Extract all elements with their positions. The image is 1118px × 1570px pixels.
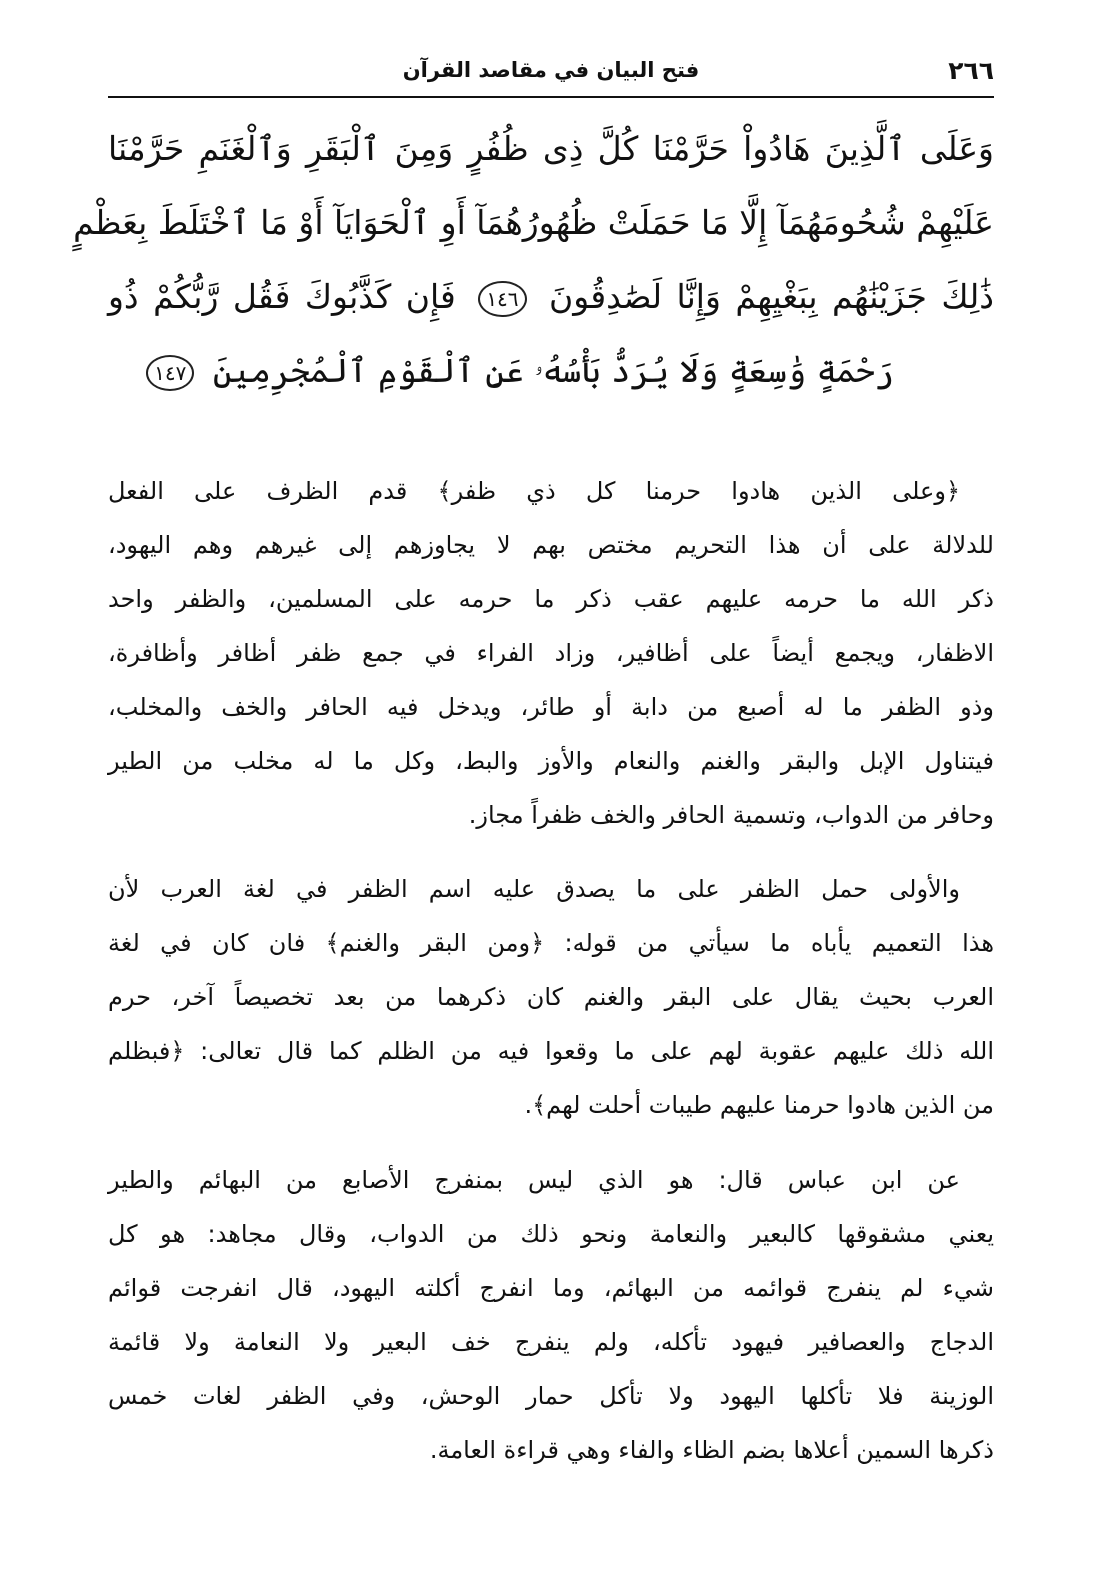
paragraph-line: الوزينة فلا تأكلها اليهود ولا تأكل حمار الوحش، وفي الظفر لغات خمس	[108, 1382, 994, 1410]
paragraph-line: من الذين هادوا حرمنا عليهم طيبات أحلت لهم﴾.	[524, 1091, 994, 1119]
paragraph-line: ذكر الله ما حرمه عليهم عقب ذكر ما حرمه على المسلمين، والظفر واحد	[108, 585, 994, 613]
paragraph-line: وحافر من الدواب، وتسمية الحافر والخف ظفراً مجاز.	[468, 801, 994, 829]
quran-line-4-text: رَحْمَةٍ وَٰسِعَةٍ وَلَا يُرَدُّ بَأْسُهُۥ عَنِ ٱلْقَوْمِ ٱلْمُجْرِمِينَ	[212, 351, 894, 390]
verse-number-146: ١٤٦	[486, 287, 519, 311]
paragraph-line: والأولى حمل الظفر على ما يصدق عليه اسم الظفر في لغة العرب لأن	[108, 875, 960, 903]
quran-line-3-part-a: ذَٰلِكَ جَزَيْنَٰهُم بِبَغْيِهِمْ وَإِنَّا لَصَٰدِقُونَ	[549, 277, 994, 316]
quran-verses	[73, 112, 994, 408]
paragraph-line: يعني مشقوقها كالبعير والنعامة ونحو ذلك من الدواب، وقال مجاهد: هو كل	[108, 1220, 994, 1248]
verse-number-146-icon	[478, 281, 526, 317]
quran-line-2: عَلَيْهِمْ شُحُومَهُمَآ إِلَّا مَا حَمَلَتْ ظُهُورُهُمَآ أَوِ ٱلْحَوَايَآ أَوْ مَا ٱخْتَلَطَ بِعَظْمٍ	[73, 203, 994, 242]
quran-line-1: وَعَلَى ٱلَّذِينَ هَادُواْ حَرَّمْنَا كُلَّ ذِى ظُفُرٍ وَمِنَ ٱلْبَقَرِ وَٱلْغَنَمِ حَرَّمْنَا	[108, 129, 994, 168]
paragraph-line: الاظفار، ويجمع أيضاً على أظافير، وزاد الفراء في جمع ظفر أظافر وأظافرة،	[108, 639, 994, 667]
page-number: ٢٦٦	[948, 56, 994, 85]
verse-number-147: ١٤٧	[154, 361, 187, 385]
running-title: فتح البيان في مقاصد القرآن	[402, 58, 700, 82]
tafsir-paragraph-2	[108, 862, 994, 1132]
paragraph-line: شيء لم ينفرج قوائمه من البهائم، وما انفرج أكلته اليهود، قال انفرجت قوائم	[108, 1274, 994, 1302]
quran-line-3-part-b: فَإِن كَذَّبُوكَ فَقُل رَّبُّكُمْ ذُو	[108, 277, 456, 316]
quran-line-3	[108, 260, 994, 334]
page-header	[108, 52, 994, 92]
tafsir-paragraph-1	[108, 464, 994, 842]
paragraph-line: للدلالة على أن هذا التحريم مختص بهم لا يجاوزهم إلى غيرهم وهم اليهود،	[108, 531, 994, 559]
paragraph-line: العرب بحيث يقال على البقر والغنم كان ذكرهما من بعد تخصيصاً آخر، حرم	[108, 983, 994, 1011]
tafsir-paragraph-3	[108, 1153, 994, 1477]
paragraph-line: فيتناول الإبل والبقر والغنم والنعام والأوز والبط، وكل ما له مخلب من الطير	[108, 747, 994, 775]
paragraph-line: ذكرها السمين أعلاها بضم الظاء والفاء وهي قراءة العامة.	[429, 1436, 994, 1464]
paragraph-line: وذو الظفر ما له أصبع من دابة أو طائر، ويدخل فيه الحافر والخف والمخلب،	[108, 693, 994, 721]
paragraph-line: عن ابن عباس قال: هو الذي ليس بمنفرج الأصابع من البهائم والطير	[108, 1166, 960, 1194]
paragraph-line: هذا التعميم يأباه ما سيأتي من قوله: ﴿ومن البقر والغنم﴾ فان كان في لغة	[108, 929, 994, 957]
paragraph-line: ﴿وعلى الذين هادوا حرمنا كل ذي ظفر﴾ قدم الظرف على الفعل	[108, 477, 960, 505]
quran-line-4	[108, 334, 994, 408]
verse-number-147-icon	[146, 355, 194, 391]
header-rule	[108, 96, 994, 98]
paragraph-line: الدجاج والعصافير فيهود تأكله، ولم ينفرج خف البعير ولا النعامة ولا قائمة	[108, 1328, 994, 1356]
paragraph-line: الله ذلك عليهم عقوبة لهم على ما وقعوا فيه من الظلم كما قال تعالى: ﴿فبظلم	[108, 1037, 994, 1065]
